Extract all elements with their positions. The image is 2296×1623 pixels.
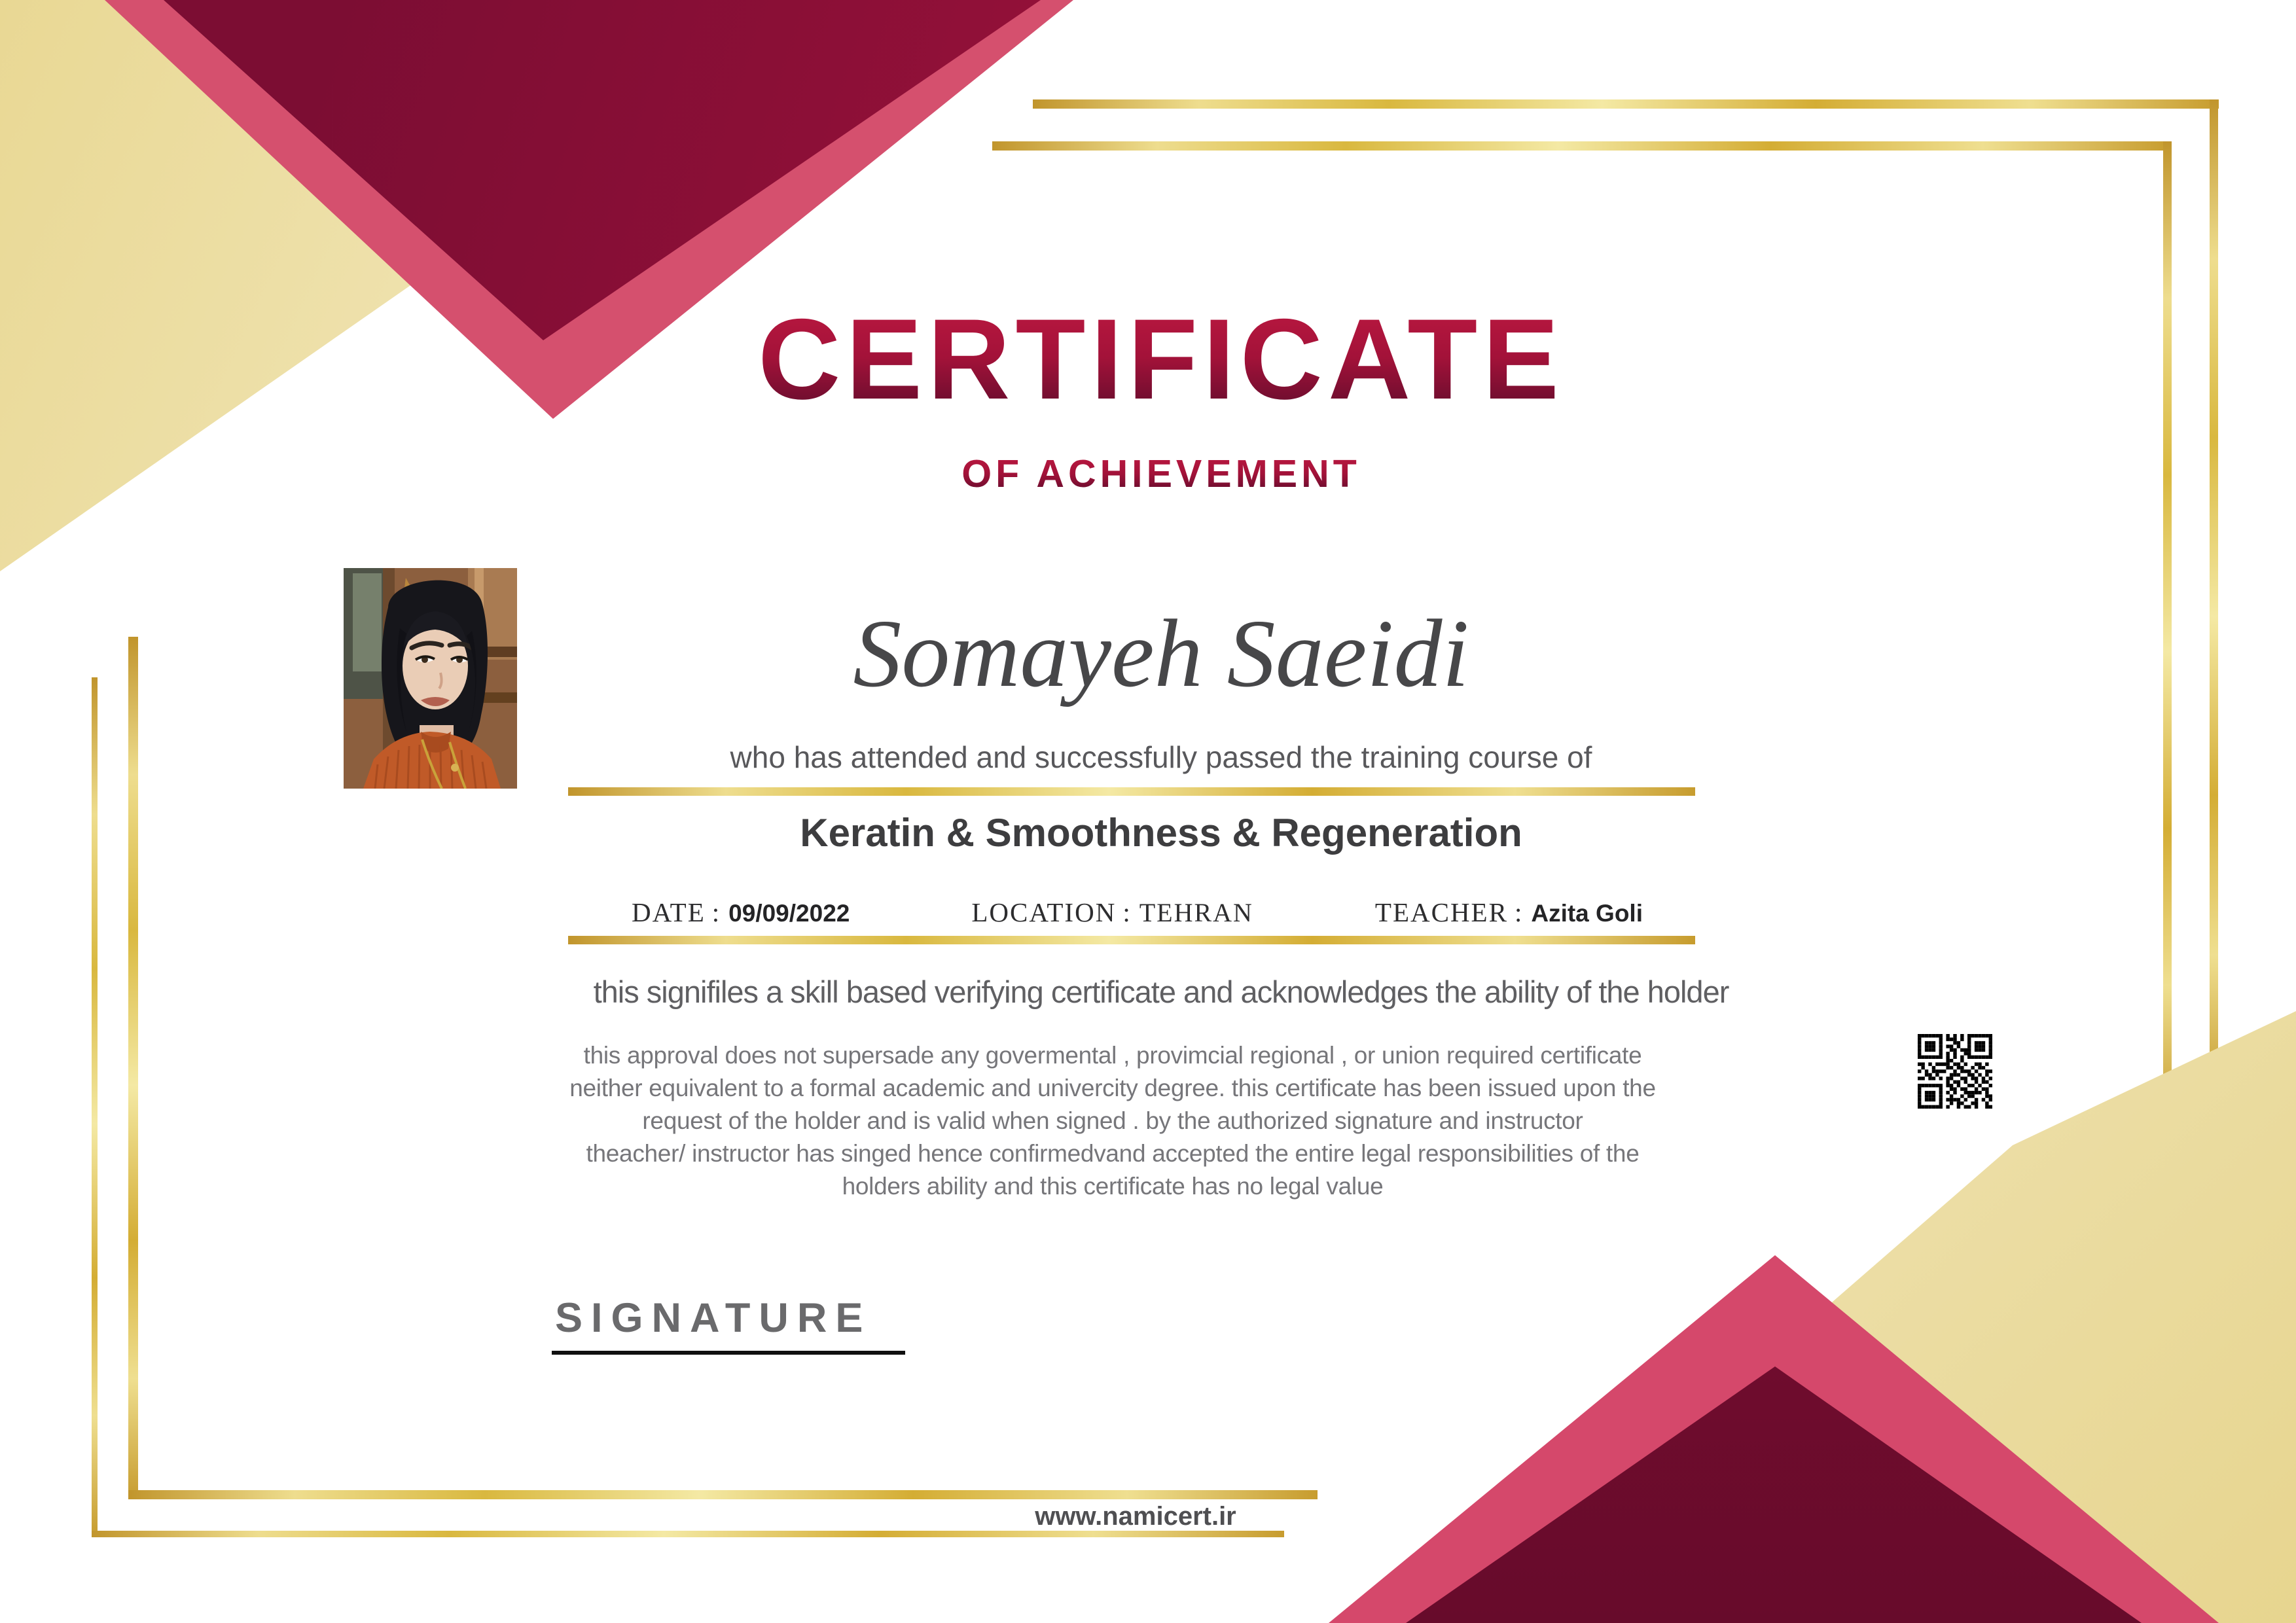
teacher-colon: : xyxy=(1514,897,1522,927)
course-name: Keratin & Smoothness & Regeneration xyxy=(800,811,1522,855)
gold-border-top-outer xyxy=(1033,99,2219,109)
disclaimer-line-2: neither equivalent to a formal academic and univercity degree. this certificate has been issued upon the xyxy=(569,1075,1656,1101)
disclaimer-line-1: this approval does not supersade any govermental , provimcial regional , or union required certificate xyxy=(583,1042,1642,1069)
location-colon: : xyxy=(1122,897,1130,927)
disclaimer-line-3: request of the holder and is valid when signed . by the authorized signature and instructor xyxy=(642,1107,1583,1134)
website-url: www.namicert.ir xyxy=(1035,1502,1236,1531)
certificate-title: CERTIFICATE xyxy=(572,302,1750,417)
certificate-subtitle: OF ACHIEVEMENT xyxy=(572,455,1750,493)
recipient-photo xyxy=(344,568,517,789)
location-value: TEHRAN xyxy=(1139,898,1253,927)
gold-separator-top xyxy=(568,787,1695,796)
gold-border-left-inner xyxy=(128,637,138,1499)
signature-line xyxy=(552,1351,905,1355)
recipient-intro-line: who has attended and successfully passed the training course of xyxy=(730,740,1592,774)
gold-border-right-inner xyxy=(2163,141,2172,1123)
disclaimer-paragraph xyxy=(517,1039,1708,1203)
detail-location xyxy=(971,897,1253,928)
statement-line: this signifiles a skill based verifying certificate and acknowledges the ability of the holder xyxy=(593,974,1729,1009)
date-value: 09/09/2022 xyxy=(728,900,850,927)
teacher-value: Azita Goli xyxy=(1531,900,1643,927)
detail-teacher xyxy=(1375,897,1643,928)
gold-border-bottom-inner xyxy=(128,1490,1318,1499)
date-colon: : xyxy=(711,897,720,927)
location-label: LOCATION xyxy=(971,897,1117,927)
gold-separator-bottom xyxy=(568,936,1695,944)
detail-date xyxy=(632,897,850,928)
teacher-label: TEACHER xyxy=(1374,897,1508,927)
details-row xyxy=(632,897,1643,928)
qr-code-icon xyxy=(1918,1034,1992,1109)
gold-border-left-outer xyxy=(92,677,98,1536)
recipient-name: Somayeh Saeidi xyxy=(853,600,1469,707)
signature-label: SIGNATURE xyxy=(555,1295,872,1341)
gold-border-bottom-outer xyxy=(92,1531,1284,1537)
disclaimer-line-5: holders ability and this certificate has no legal value xyxy=(842,1173,1384,1200)
disclaimer-line-4: theacher/ instructor has singed hence confirmedvand accepted the entire legal responsibilities of the xyxy=(586,1140,1640,1167)
date-label: DATE xyxy=(632,897,706,927)
gold-border-top-inner xyxy=(992,141,2172,151)
gold-border-right-outer xyxy=(2210,99,2218,1094)
